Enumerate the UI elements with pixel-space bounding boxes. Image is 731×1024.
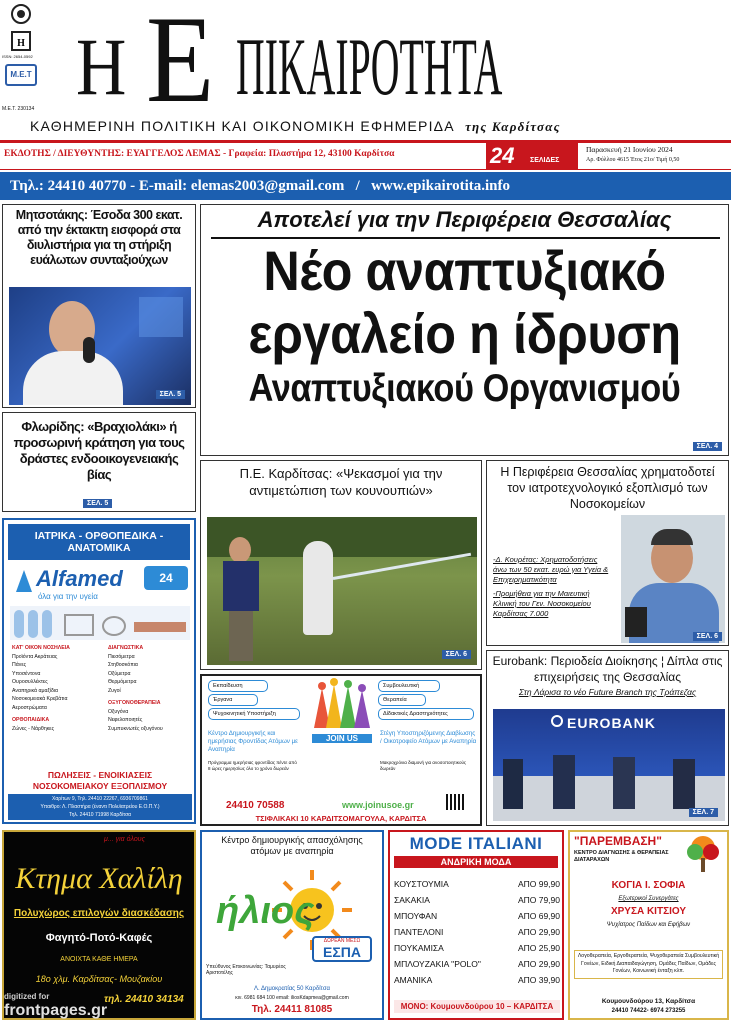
ilios-phones: κιν. 6981 684 100 email: iliosKdapmea@gmail.com [235, 995, 349, 1001]
price-row: ΑΜΑΝΙΚΑ ΑΠΟ 39,90 [394, 975, 560, 985]
lead-kicker: Αποτελεί για την Περιφέρεια Θεσσαλίας [257, 207, 672, 232]
eurobank-headline: Eurobank: Περιοδεία Διοίκησης ¦ Δίπλα στις επιχειρήσεις της Θεσσαλίας [492, 654, 723, 684]
alfamed-products-strip [10, 606, 190, 640]
price-row: ΚΟΥΣΤΟΥΜΙΑ ΑΠΟ 99,90 [394, 879, 560, 889]
mitsotakis-page: ΣΕΛ. 5 [156, 390, 185, 399]
met-code: Μ.Ε.Τ. 230134 [2, 106, 35, 112]
pages-badge: 24 ΣΕΛΙΔΕΣ [486, 143, 578, 169]
mitsotakis-photo [9, 287, 191, 405]
joinus-logo: JOIN US [306, 678, 378, 750]
price-row: ΜΠΟΥΦΑΝ ΑΠΟ 69,90 [394, 911, 560, 921]
issn: ISSN: 2654-0592 [2, 54, 33, 59]
emblem-icon [10, 30, 32, 52]
mode-ad[interactable] [388, 830, 564, 1020]
lead-line3: Αναπτυξιακού Οργανισμού [248, 367, 681, 410]
ilios-ad[interactable] [200, 830, 384, 1020]
alfamed-col1: ΚΑΤ' ΟΙΚΟΝ ΝΟΣΗΛΕΙΑ Προϊόντα Ακράτειας Πάνες Υποσέντονα Ουροσυλλέκτες Αναπηρικά αμαξίδια Νοσοκομειακά Κρεβάτια Αεροστρώματα ΟΡΘΟΠΑΙΔΙΚΑ Ζώνες - Νάρθηκες [12, 645, 70, 732]
ktima-phone[interactable]: τηλ. 24410 34134 [104, 994, 184, 1005]
ilios-address: Λ. Δημοκρατίας 50 Καρδίτσα [253, 986, 331, 992]
joinus-right-small: Μακροχρόνια διαμονή για ανοσοποιητικούς δωρεάν [380, 760, 467, 771]
paremvasi-address: Κουμουνδούρου 13, Καρδίτσα [601, 998, 696, 1005]
joinus-web[interactable]: www.joinusoe.gr [342, 800, 414, 810]
alfamed-logo: Alfamed όλα για την υγεία 24 [14, 562, 190, 606]
perifereia-bullets: -Δ. Κουρέτας: Χρηματοδοτήσεις άνω των 50 εκατ. ευρώ για Υγεία & Επιχειρηματικότητα -Προμήθεια για την Μαιευτική Κλινική του Γεν. Νοσοκομείου Καρδίτσας 7.000 [493, 555, 609, 618]
ktima-line2: Φαγητό-Ποτό-Καφές [45, 932, 153, 944]
joinus-left-tags: Εκπαίδευση Έργανα Ψυχοκινητική Υποστήριξη [208, 680, 304, 720]
joinus-left-text: Κέντρο Δημιουργικής και ημερήσιας Φροντίδας Ατόμων με Αναπηρία [208, 730, 298, 753]
eurobank-photo [493, 709, 725, 821]
watermark-site: frontpages.gr [4, 1002, 108, 1019]
eurobank-article[interactable] [486, 650, 729, 826]
svg-text:Η: Η [17, 38, 25, 49]
paremvasi-sub: ΚΕΝΤΡΟ ΔΙΑΓΝΩΣΗΣ & ΘΕΡΑΠΕΙΑΣ ΔΙΑΤΑΡΑΧΩΝ [574, 850, 669, 863]
florides-page: ΣΕΛ. 5 [83, 499, 112, 508]
tree-icon [683, 834, 723, 874]
perifereia-headline: Η Περιφέρεια Θεσσαλίας χρηματοδοτεί τον ιατροτεχνολογικό εξοπλισμό των Νοσοκομείων [500, 465, 715, 511]
alfamed-title: ΙΑΤΡΙΚΑ - ΟΡΘΟΠΕΔΙΚΑ - ΑΝΑΤΟΜΙΚΑ [8, 524, 190, 560]
paremvasi-phone[interactable]: 24410 74422- 6974 273255 [611, 1008, 686, 1014]
joinus-left-small: Πρόγραμμα ημερήσιας φροντίδας πέντε από 8 ώρες ημερησίως όλο το χρόνο δωρεάν [208, 760, 297, 771]
mode-price-list [394, 876, 560, 988]
alfamed-col2: ΔΙΑΓΝΩΣΤΙΚΑ Πιεσόμετρα Στηθοσκόπια Οξύμετρα Θερμόμετρα Ζυγοί ΟΞΥΓΟΝΟΘΕΡΑΠΕΙΑ Οξυγόνα Νεφελοποιητές Συμπυκνωτές οξυγόνου [108, 645, 163, 732]
joinus-right-tags: Συμβουλευτική Θεραπεία Δίδακτικές Δραστηριότητες [378, 680, 478, 720]
pe-karditsa-headline: Π.Ε. Καρδίτσας: «Ψεκασμοί για την αντιμετώπιση των κουνουπιών» [239, 466, 443, 498]
alfamed-address: Χαρίτων 9, Τηλ. 24410 22267, 6936709861 Υπαιθρο: Λ. Πλαστήρα (έναντι Πολυϊατρείου Ε.Ο.Π.Υ.) Τηλ. 24410 71998 Καρδίτσα [8, 794, 192, 820]
eurobank-page: ΣΕΛ. 7 [689, 808, 718, 817]
ktima-line1: Πολυχώρος επιλογών διασκέδασης [13, 908, 185, 919]
ktima-name: Κτημα Χαλίλη [15, 862, 183, 895]
issue-date: Παρασκευή 21 Ιουνίου 2024 [586, 145, 673, 154]
mitsotakis-article[interactable] [2, 204, 196, 408]
paremvasi-name2: ΧΡΥΣΑ ΚΙΤΣΙΟΥ [610, 906, 687, 917]
paremvasi-role1: Εξωτερικοί Συνεργάτες [618, 896, 679, 902]
alfamed-leaf-icon [14, 568, 34, 594]
price-row: ΜΠΛΟΥΖΑΚΙΑ "POLO" ΑΠΟ 29,90 [394, 959, 560, 969]
lead-article[interactable] [200, 204, 729, 456]
title-big-letter: Ε [146, 0, 215, 128]
perifereia-page: ΣΕΛ. 6 [693, 632, 722, 641]
joinus-address: ΤΣΙΦΛΙΚΑΚΙ 10 ΚΑΡΔΙΤΣΟΜΑΓΟΥΛΑ, ΚΑΡΔΙΤΣΑ [255, 814, 427, 823]
lead-line2: εργαλείο η ίδρυση [248, 302, 681, 365]
title-rest: ΠΙΚΑΙΡΟΤΗΤΑ [236, 21, 503, 112]
price-row: ΣΑΚΑΚΙΑ ΑΠΟ 79,90 [394, 895, 560, 905]
publisher-bar [0, 140, 731, 170]
paremvasi-ad[interactable] [568, 830, 729, 1020]
watermark-digitized: digitized for [4, 992, 50, 1001]
paremvasi-name1: ΚΟΓΙΑ Ι. ΣΟΦΙΑ [611, 880, 686, 891]
ilios-logo: ήλιος ΔΩΡΕΑΝ ΜΕΣΩ ΕΣΠΑ [212, 866, 376, 966]
lead-line1: Νέο αναπτυξιακό [263, 239, 666, 302]
publisher: ΕΚΔΟΤΗΣ / ΔΙΕΥΘΥΝΤΗΣ: ΕΥΑΓΓΕΛΟΣ ΛΕΜΑΣ - Γραφεία: Πλαστήρα 12, 43100 Καρδίτσα [4, 149, 395, 159]
spraying-photo [207, 517, 477, 665]
joinus-ad[interactable] [200, 674, 482, 826]
met-badge: Μ.Ε.Τ [5, 64, 37, 86]
joinus-right-text: Στέγη Υποστηριζόμενης Διαβίωσης / Οικοτροφείο Ατόμων με Αναπηρία [380, 730, 477, 745]
price-row: ΠΟΥΚΑΜΙΣΑ ΑΠΟ 25,90 [394, 943, 560, 953]
masthead-badges [2, 2, 42, 118]
mode-address: ΜΟΝΟ: Κουμουνδούρου 10 – ΚΑΡΔΙΤΣΑ [394, 1000, 560, 1013]
contact-bar[interactable]: Τηλ.: 24410 40770 - E-mail: elemas2003@gmail.com / www.epikairotita.info [0, 172, 731, 200]
florides-article[interactable] [2, 412, 196, 512]
espa-badge: ΔΩΡΕΑΝ ΜΕΣΩ ΕΣΠΑ [312, 936, 372, 962]
eurobank-sub: Στη Λάρισα το νέο Future Branch της Τράπεζας [518, 687, 697, 697]
joinus-phone[interactable]: 24410 70588 [226, 800, 285, 811]
kouretas-photo [621, 515, 725, 643]
pe-karditsa-article[interactable] [200, 460, 482, 670]
issue-number: Αρ. Φύλλου 4615 Έτος 21ο/ Τιμή 0,50 [586, 157, 680, 163]
lead-page: ΣΕΛ. 4 [693, 442, 722, 451]
pe-karditsa-page: ΣΕΛ. 6 [442, 650, 471, 659]
paremvasi-services: Λογοθεραπεία, Εργοθεραπεία, Ψυχοθεραπεία Συμβουλευτική Γονέων, Ειδική Διαπαιδαγώγηση, Ομάδες Παίδων, Ομάδες Γονέων, Κοινωνική ένταξη κλπ. [574, 950, 723, 979]
ktima-line3: ΑΝΟΙΧΤΑ ΚΑΘΕ ΗΜΕΡΑ [60, 956, 138, 963]
qr-code-icon [446, 794, 466, 810]
ilios-contact: Υπεύθυνος Επικοινωνίας: Ταμυρέος Αριστοτέλης [206, 964, 286, 976]
alfamed-sales: ΠΩΛΗΣΕΙΣ - ΕΝΟΙΚΙΑΣΕΙΣ ΝΟΣΟΚΟΜΕΙΑΚΟΥ ΕΞΟΠΛΙΣΜΟΥ [32, 770, 168, 791]
ktima-line4: 18ο χλμ. Καρδίτσας- Μουζακίου [35, 974, 163, 984]
title-prefix: Η [76, 21, 127, 112]
mode-subtitle: ΑΝΔΡΙΚΗ ΜΟΔΑ [394, 856, 558, 868]
paremvasi-role2: Ψυχίατρος Παίδων και Εφήβων [606, 922, 691, 928]
perifereia-article[interactable] [486, 460, 729, 646]
florides-headline: Φλωρίδης: «Βραχιολάκι» ή προσωρινή κράτηση για τους δράστες ενδοοικογενειακής βίας [13, 419, 185, 482]
ktima-top: μ... για όλους [104, 836, 145, 843]
subtitle: ΚΑΘΗΜΕΡΙΝΗ ΠΟΛΙΤΙΚΗ ΚΑΙ ΟΙΚΟΝΟΜΙΚΗ ΕΦΗΜΕΡΙΔΑ της Καρδίτσας [30, 118, 561, 134]
eurobank-logo: EUROBANK [567, 715, 656, 731]
seal-icon [10, 2, 32, 26]
mode-title: MODE ITALIANI [409, 834, 543, 853]
ilios-tel[interactable]: Τηλ. 24411 81085 [251, 1004, 333, 1015]
paremvasi-title: "ΠΑΡΕΜΒΑΣΗ" [574, 834, 662, 848]
joinus-people-icon [306, 678, 378, 734]
alfamed-ad[interactable] [2, 518, 196, 824]
price-row: ΠΑΝΤΕΛΟΝΙ ΑΠΟ 29,90 [394, 927, 560, 937]
ilios-top: Κέντρο δημιουργικής απασχόλησης ατόμων με αναπηρία [221, 835, 363, 856]
mitsotakis-headline: Μητσοτάκης: Έσοδα 300 εκατ. από την έκτακτη εισφορά στα διυλιστήρια για τη στήριξη ευάλωτων συνταξιούχων [15, 208, 183, 267]
